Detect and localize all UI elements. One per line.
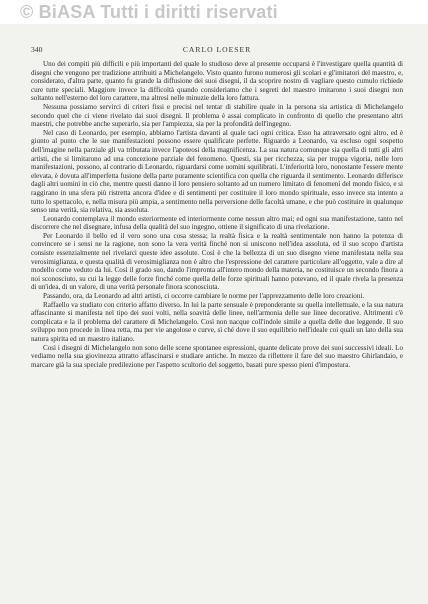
paragraph: Per Leonardo il bello ed il vero sono una cosa stessa; la realtà fisica e la realtà sentimentale non hanno la potenza di convincere se i sensi ne la ragione, non sono la vera verità finché non si uniscono nell'idea assoluta, ed il suo scopo d'artista consiste essenzialmente nel rivelarci queste idee assolute. Così è che la bellezza di un suo disegno viene manifestata nella sua verosimiglianza, e questa qualità di verosimiglianza non è altro che l'espressione del carattere particolare all'oggetto, vale a dire al modello come veduto da lui. Così il grado suo, dando l'impronta all'intero mondo della materia, ne costituisce un secondo finora a noi sconosciuto, su cui la legge delle forze finché come quella delle forze spirituali hanno potevano, ed il quale rivela la presenza di un'idea, di un valore, di una verità personale finora sconosciuta. (31, 231, 403, 292)
text-body (31, 60, 403, 590)
paragraph: Nessuna possiamo servirci di criteri fissi e precisi nel tentar di stabilire quale in la persona sia artistica di Michelangelo secondo quel che ci viene rivelato dai suoi disegni. Il problema è assai complicato in confronto di quello che presentano altri maestri, che potrebbe anche superarlo, sia per l'ampiezza, sia per la profondità dell'ingegno. (31, 102, 403, 129)
watermark-text: © BiASA Tutti i diritti riservati (20, 2, 278, 22)
paragraph: Nel caso di Leonardo, per esempio, abbiamo l'artista davanti al quale taci ogni critica. Esso ha attraversato ogni altro, ed è giunto al punto che le sue manifestazioni possono essere qualificate perfette. Riguardo a Leonardo, va escluso ogni sospetto dell'imagine nella parziale gli va tributata invece l'apoteosi della magnificenza. La sua natura comunque sia quella di tutti gli altri artisti, che si limitarono ad una concezione parziale del fenomeno. Questi, sia per ricchezza, sia per troppa vigoria, nelle loro manifestazioni, possono, al contrario di Leonardo, riguardarsi come uomini squilibrati. L'inferiorità loro, nonostante l'essere mente elevata, è dovuta all'imperfetta fusione della parte puramente scientifica con quella che riguarda il sentimento. Leonardo differisce dagli altri uomini in ciò che, mentre questi danno il loro pensiero soltanto ad un numero limitato di fenomeni del mondo fisico, e si raggirano in una sfera più ristretta ancora d'idee e di sentimenti per costituire il loro mondo spirituale, esso invece sta intento a tutto lo spettacolo, e, nella misura più ampia, a sentimento nella perversione delle facoltà umane, e che può costituire in qualunque senso una verità, sia relativa, sia assoluta. (31, 128, 403, 215)
watermark-banner (0, 0, 428, 24)
paragraph: Uno dei compiti più difficili e più importanti del quale lo studioso deve al presente occuparsi è l'investigare quella quantità di disegni che vengono per tradizione attribuiti a Michelangelo. Visto quanto furono numerosi gli scolari e gl'imitatori del maestro, e, considerato, d'altra parte, quanto fu grande la diffusione dei suoi disegni, il da scoprire nostro di vagliare questo cumulo richiede cure tutte speciali. Maggiore invece la difficoltà quando consideriamo che i segreti del maestro imitarono i suoi disegni non soltanto nell'esterno del loro carattere, ma altresì nelle minuzie della loro fattura. (31, 60, 403, 103)
page-header (31, 45, 403, 59)
paragraph: Raffaello va studiato con criterio affatto diverso. In lui la parte sensuale è preponderante su quella intellettuale, e la sua natura affascinante si manifesta nel tipo dei suoi volti, nella soavità delle linee, nell'armonia delle sue linee decorative. Altrimenti c'è complicata e la il problema del carattere di Michelangelo. Così non nacque coll'indole simile a quella delle due leggende. Il suo sviluppo non procede in linea retta, ma per vie angolose e curve, sì ché dove il suo equilibrio nell'ideale coi quali un lato della sua natura spirita ed un maestro italiano. (31, 300, 403, 343)
paragraph: Leonardo contemplava il mondo esteriormente ed interiormente come nessun altro mai; ed ogni sua manifestazione, tanto nel discorrere che nel disegnare, infusa della qualità del suo ingegno, ottiene il significato di una rivelazione. (31, 214, 403, 232)
paragraph: Così i disegni di Michelangelo non sono delle scene spontanee espressioni, quante delicate prove dei suoi successivi ideali. Lo vediamo nella sua giovinezza attratto affascinarsi e studiare antiche. In mezzo da riflettere il fare del suo maestro Ghirlandaio, e marcare già la sua speciale predilezione per l'aspetto scultorio del soggetto, basati pure spesso pieni d'impostura. (31, 343, 403, 369)
running-head: CARLO LOESER (182, 45, 252, 54)
paragraph: Passando, ora, da Leonardo ad altri artisti, ci occorre cambiare le norme per l'apprezzamento delle loro creazioni. (43, 292, 365, 301)
page-number: 340 (31, 45, 43, 54)
